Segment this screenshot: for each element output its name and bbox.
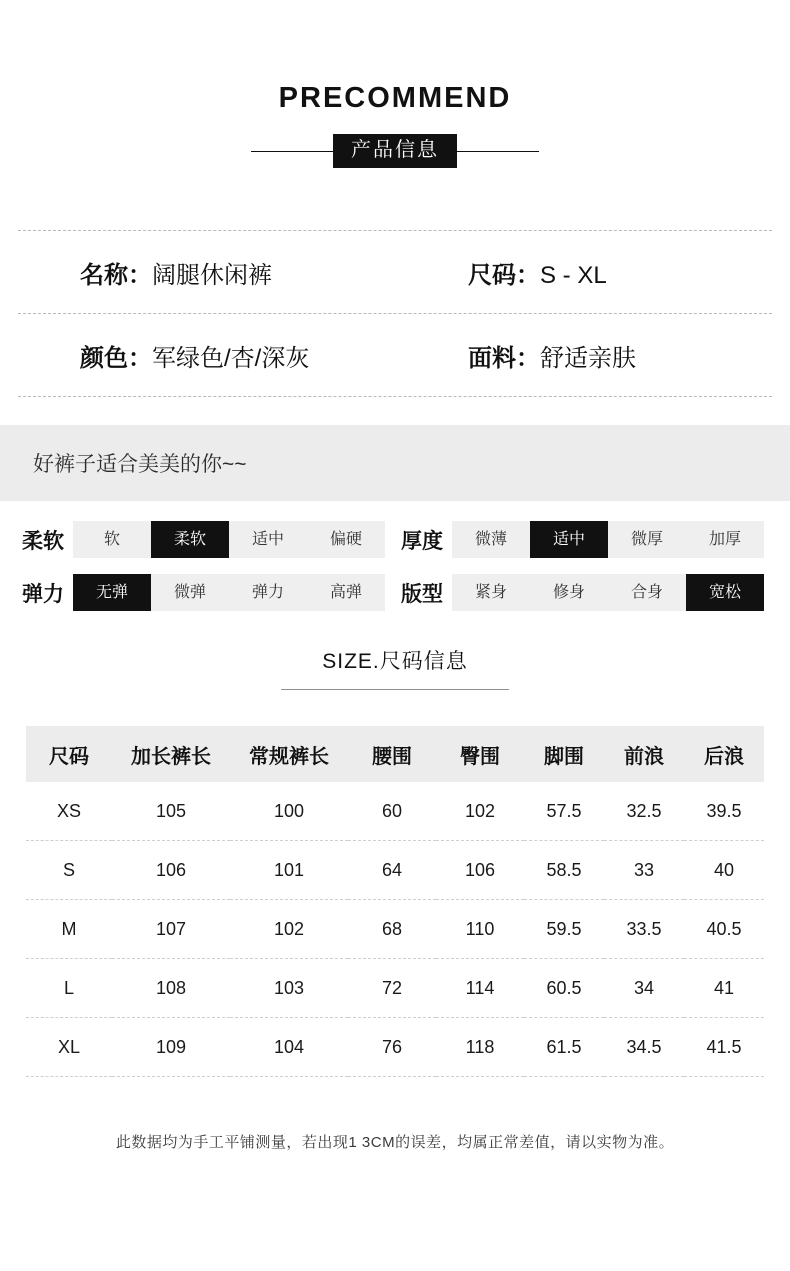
cell: 58.5 [524, 841, 604, 900]
attribute-scale[interactable] [452, 574, 764, 611]
cell: 101 [230, 841, 348, 900]
info-block [0, 230, 790, 397]
cell: L [26, 959, 112, 1018]
cell: 40 [684, 841, 764, 900]
scale-option-selected[interactable]: 柔软 [151, 521, 229, 558]
attribute-row-1 [22, 521, 768, 558]
promo-banner [0, 425, 790, 501]
scale-option[interactable]: 软 [103, 531, 120, 548]
scale-option-selected[interactable]: 宽松 [686, 574, 764, 611]
table-row [26, 841, 764, 900]
cell: 100 [230, 782, 348, 841]
page-title: PRECOMMEND [278, 82, 512, 114]
cell: 68 [348, 900, 436, 959]
cell: 106 [436, 841, 524, 900]
cell: 59.5 [524, 900, 604, 959]
cell: 60 [348, 782, 436, 841]
attribute-scales [0, 521, 790, 611]
attribute-scale[interactable] [73, 574, 385, 611]
column-header: 腰围 [348, 726, 436, 782]
cell: 57.5 [524, 782, 604, 841]
info-cell-fabric [390, 338, 780, 373]
subtitle-rule-left [251, 151, 333, 152]
info-label: 面料： [468, 344, 540, 372]
divider-bottom [18, 396, 772, 397]
cell: 114 [436, 959, 524, 1018]
cell: 106 [112, 841, 230, 900]
scale-option[interactable]: 偏硬 [329, 531, 362, 548]
table-row [26, 959, 764, 1018]
scale-option[interactable]: 紧身 [474, 584, 507, 601]
scale-option[interactable]: 加厚 [708, 531, 741, 548]
attribute-group-fit [401, 574, 764, 611]
scale-option-selected[interactable]: 适中 [530, 521, 608, 558]
attribute-group-thickness [401, 521, 764, 558]
scale-option[interactable]: 微薄 [474, 531, 507, 548]
info-value: S - XL [540, 261, 607, 289]
attribute-label: 厚度 [401, 529, 443, 553]
cell: 33.5 [604, 900, 684, 959]
info-value: 军绿色/杏/深灰 [152, 344, 310, 372]
attribute-group-elasticity [22, 574, 385, 611]
info-label: 颜色： [80, 344, 152, 372]
info-cell-color [10, 338, 390, 373]
cell: 103 [230, 959, 348, 1018]
scale-option[interactable]: 高弹 [329, 584, 362, 601]
subtitle-banner [0, 134, 790, 168]
cell: S [26, 841, 112, 900]
scale-option-selected[interactable]: 无弹 [73, 574, 151, 611]
scale-option[interactable]: 微弹 [173, 584, 206, 601]
cell: 72 [348, 959, 436, 1018]
table-row [26, 900, 764, 959]
size-title-underline [281, 689, 509, 690]
column-header: 脚围 [524, 726, 604, 782]
column-header: 尺码 [26, 726, 112, 782]
info-value: 舒适亲肤 [540, 344, 636, 372]
cell: 41.5 [684, 1018, 764, 1077]
column-header: 臀围 [436, 726, 524, 782]
cell: 64 [348, 841, 436, 900]
attribute-label: 版型 [401, 582, 443, 606]
table-row [26, 782, 764, 841]
column-header: 加长裤长 [112, 726, 230, 782]
cell: 34.5 [604, 1018, 684, 1077]
size-table [26, 726, 764, 1077]
cell: 102 [436, 782, 524, 841]
cell: 102 [230, 900, 348, 959]
cell: 61.5 [524, 1018, 604, 1077]
attribute-scale[interactable] [73, 521, 385, 558]
column-header: 前浪 [604, 726, 684, 782]
attribute-label: 柔软 [22, 529, 64, 553]
cell: 32.5 [604, 782, 684, 841]
size-table-footnote: 此数据均为手工平铺测量，若出现1 3CM的误差，均属正常差值，请以实物为准。 [115, 1134, 675, 1151]
size-section-title: SIZE.尺码信息 [322, 650, 468, 673]
cell: 110 [436, 900, 524, 959]
attribute-group-softness [22, 521, 385, 558]
promo-banner-text: 好裤子适合美美的你~~ [33, 453, 247, 476]
info-label: 名称： [80, 261, 152, 289]
info-label: 尺码： [468, 261, 540, 289]
subtitle-rule-right [457, 151, 539, 152]
info-row [10, 231, 780, 313]
info-row [10, 314, 780, 396]
cell: M [26, 900, 112, 959]
scale-option[interactable]: 弹力 [251, 584, 284, 601]
cell: 76 [348, 1018, 436, 1077]
cell: 39.5 [684, 782, 764, 841]
attribute-row-2 [22, 574, 768, 611]
info-value: 阔腿休闲裤 [152, 261, 272, 289]
attribute-scale[interactable] [452, 521, 764, 558]
info-cell-size [390, 255, 780, 290]
cell: 33 [604, 841, 684, 900]
cell: 41 [684, 959, 764, 1018]
cell: XS [26, 782, 112, 841]
cell: 107 [112, 900, 230, 959]
scale-option[interactable]: 微厚 [630, 531, 663, 548]
scale-option[interactable]: 适中 [251, 531, 284, 548]
subtitle-label: 产品信息 [333, 134, 457, 168]
table-header-row [26, 726, 764, 782]
cell: 109 [112, 1018, 230, 1077]
table-row [26, 1018, 764, 1077]
attribute-label: 弹力 [22, 582, 64, 606]
cell: 40.5 [684, 900, 764, 959]
scale-option[interactable]: 合身 [630, 584, 663, 601]
cell: 118 [436, 1018, 524, 1077]
cell: XL [26, 1018, 112, 1077]
cell: 105 [112, 782, 230, 841]
cell: 104 [230, 1018, 348, 1077]
column-header: 后浪 [684, 726, 764, 782]
cell: 34 [604, 959, 684, 1018]
info-cell-name [10, 255, 390, 290]
column-header: 常规裤长 [230, 726, 348, 782]
cell: 60.5 [524, 959, 604, 1018]
cell: 108 [112, 959, 230, 1018]
scale-option[interactable]: 修身 [552, 584, 585, 601]
